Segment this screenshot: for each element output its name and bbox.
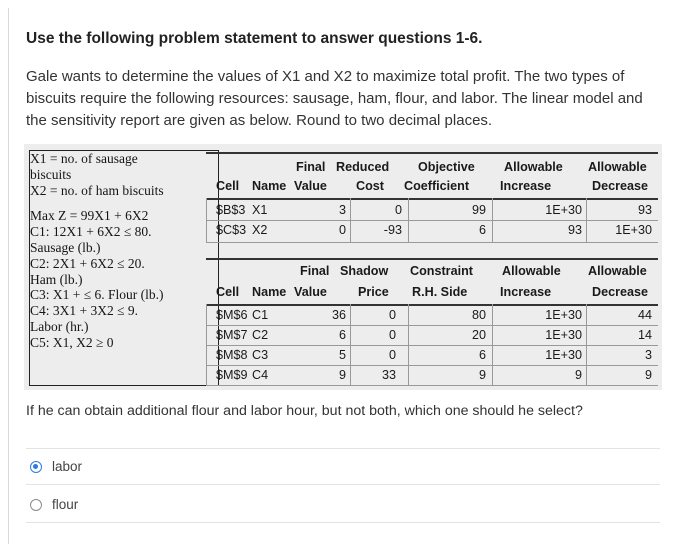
radio-unselected-icon[interactable] [30,499,42,511]
col-header: Reduced [336,160,390,174]
question-text: If he can obtain additional flour and labor hour, but not both, which one should he select? [26,403,583,419]
col-header: Name [252,179,287,193]
table-cell: C3 [252,348,269,362]
table-cell: $M$8 [216,348,248,362]
table-cell: 36 [331,308,346,322]
option-divider [26,522,660,523]
table-gridline [206,325,658,326]
table-cell: 20 [471,328,486,342]
table-cell: 6 [478,223,486,237]
model-line: biscuits [30,166,72,182]
model-line: Sausage (lb.) [30,239,101,255]
col-header: Allowable [502,264,561,278]
table-gridline [206,365,658,366]
table-cell: 1E+30 [545,348,582,362]
table-cell: 3 [644,348,652,362]
col-header: Shadow [340,264,389,278]
table-cell: 80 [471,308,486,322]
table-cell: C4 [252,368,269,382]
table-cell: X2 [252,223,268,237]
table-cell: C2 [252,328,269,342]
col-header: Name [252,285,287,299]
table-cell: -93 [383,223,402,237]
table-cell: $M$6 [216,308,248,322]
sensitivity-report-image [24,144,662,390]
table-cell: 0 [388,308,396,322]
col-header: Coefficient [404,179,470,193]
model-spacer [30,198,218,208]
table-cell: 1E+30 [615,223,652,237]
constraints-table [206,258,658,386]
table-cell: $C$3 [216,223,247,237]
col-header: Cost [356,179,384,193]
table-rule [206,152,658,154]
problem-line: biscuits require the following resources: sausage, ham, flour, and labor. The linear model and [26,90,643,107]
col-header: Allowable [504,160,563,174]
problem-line: Gale wants to determine the values of X1 and X2 to maximize total profit. The two types of [26,68,625,85]
table-gridline [206,345,658,346]
table-cell: 44 [637,308,652,322]
table-cell: $B$3 [216,203,246,217]
table-rule [206,304,658,306]
col-header: Increase [500,179,552,193]
col-header: Value [294,285,327,299]
option-label: flour [52,497,79,512]
table-cell: 93 [637,203,652,217]
table-cell: 33 [381,368,396,382]
table-gridline [206,385,658,386]
table-cell: 6 [338,328,346,342]
option-divider [26,448,660,449]
problem-line: the sensitivity report are given as below. Round to two decimal places. [26,112,493,129]
table-rule [206,258,658,260]
col-header: Allowable [588,160,647,174]
col-header: Price [358,285,389,299]
table-cell: 9 [338,368,346,382]
table-cell: 1E+30 [545,328,582,342]
table-rule [206,198,658,200]
table-gridline [206,220,658,221]
option-labor[interactable] [30,459,82,474]
table-cell: 6 [478,348,486,362]
col-header: Final [296,160,326,174]
model-line: Ham (lb.) [30,271,83,287]
model-line: C3: X1 + ≤ 6. Flour (lb.) [30,287,164,303]
col-header: Cell [216,179,240,193]
table-cell: 3 [338,203,346,217]
model-line: Max Z = 99X1 + 6X2 [30,208,149,224]
model-line: Labor (hr.) [30,318,89,334]
col-header: Decrease [592,285,649,299]
model-line: C1: 12X1 + 6X2 ≤ 80. [30,224,152,240]
table-cell: 99 [471,203,486,217]
table-cell: 0 [388,328,396,342]
option-label: labor [52,459,83,474]
table-cell: X1 [252,203,268,217]
table-cell: 9 [644,368,652,382]
table-cell: 0 [388,348,396,362]
col-header: Constraint [410,264,473,278]
table-cell: C1 [252,308,269,322]
table-cell: 5 [338,348,346,362]
option-flour[interactable] [30,497,78,512]
col-header: Decrease [592,179,649,193]
table-cell: 93 [567,223,582,237]
col-header: Cell [216,285,240,299]
instructions-heading: Use the following problem statement to answer questions 1-6. [26,30,483,47]
model-line: C2: 2X1 + 6X2 ≤ 20. [30,255,145,271]
col-header: Allowable [588,264,647,278]
col-header: R.H. Side [412,285,468,299]
option-divider [26,484,660,485]
table-cell: 9 [478,368,486,382]
table-cell: 9 [574,368,582,382]
col-header: Objective [418,160,475,174]
model-line: X1 = no. of sausage [30,151,138,166]
table-cell: $M$9 [216,368,248,382]
table-cell: 0 [338,223,346,237]
col-header: Value [294,179,327,193]
problem-statement [26,66,666,132]
col-header: Increase [500,285,552,299]
radio-selected-icon[interactable] [30,461,42,473]
table-gridline [206,242,658,243]
model-line: X2 = no. of ham biscuits [30,182,164,198]
col-header: Final [300,264,330,278]
table-cell: $M$7 [216,328,248,342]
variable-cells-table [206,152,658,244]
model-line: C4: 3X1 + 3X2 ≤ 9. [30,303,139,319]
table-cell: 14 [637,328,652,342]
table-cell: 1E+30 [545,308,582,322]
model-line: C5: X1, X2 ≥ 0 [30,334,114,350]
table-cell: 0 [394,203,402,217]
linear-model-box [29,150,219,386]
table-cell: 1E+30 [545,203,582,217]
